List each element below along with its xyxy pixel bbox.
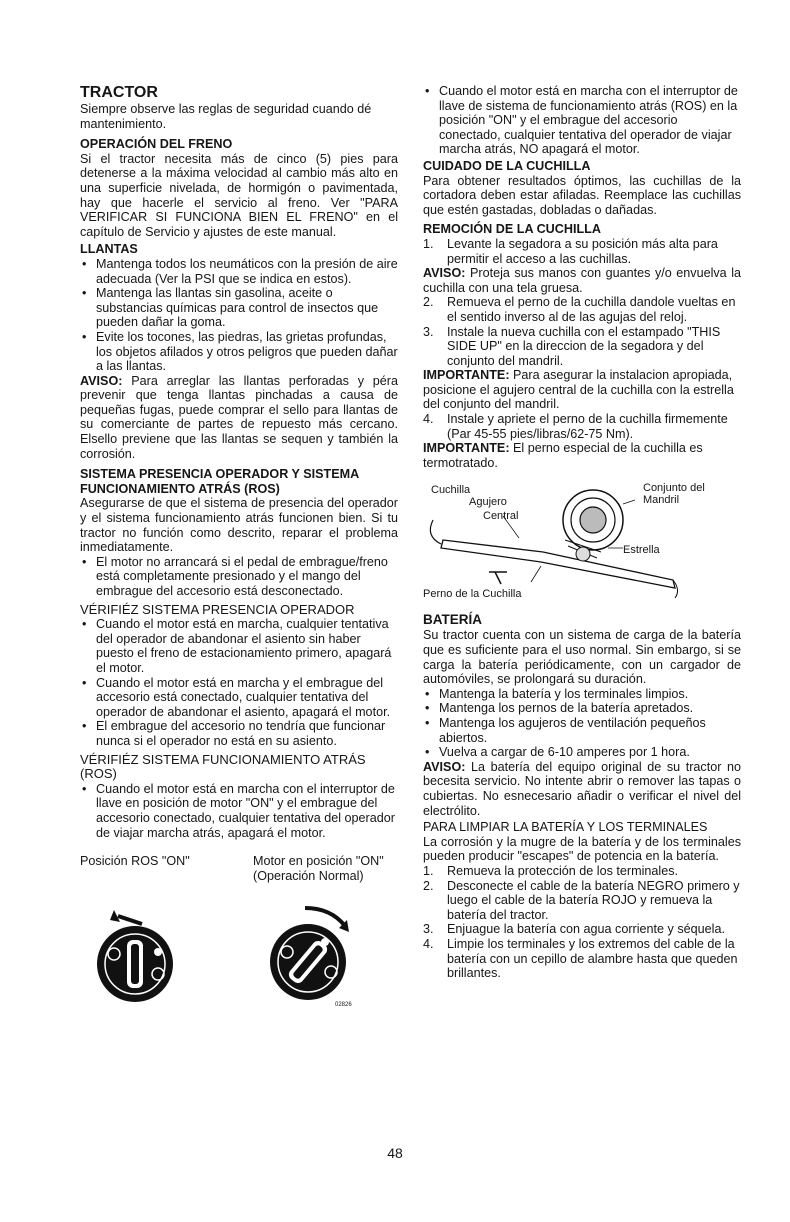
verif2-list: [80, 782, 398, 840]
list-item: • Cuando el motor está en marcha con el interruptor de llave de sistema de funcionamiento atrás (ROS) en la posición "ON" y el embrague del accesorio conectado, cualquier tentativa del operador de viajar marcha atrás, NO apagará el motor.: [423, 84, 741, 157]
limpiar-text: La corrosión y la mugre de la batería y de los terminales pueden producir "escapes" de potencia en la batería.: [423, 834, 741, 864]
list-item: • Mantenga la batería y los terminales limpios.: [423, 687, 741, 702]
heading-cuidado-cuchilla: CUIDADO DE LA CUCHILLA: [423, 158, 591, 173]
heading-bateria: BATERÍA: [423, 612, 482, 628]
label-conjunto: Conjunto del: [643, 482, 705, 495]
section-title-tractor: TRACTOR: [80, 84, 158, 101]
list-item: • Mantenga los pernos de la batería apretados.: [423, 701, 741, 716]
list-item: • El motor no arrancará si el pedal de embrague/freno está completamente presionado y el mango del embrague del accesorio está desconectado.: [80, 555, 398, 599]
aviso-text: Proteja sus manos con guantes y/o envuelva la cuchilla con una tela gruesa.: [423, 266, 741, 295]
label-agujero: Agujero: [469, 496, 507, 509]
list-item: • Evite los tocones, las piedras, las grietas profundas, los objetos afilados y otros peligros que pueden dañar a las llantas.: [80, 330, 398, 374]
label-central: Central: [483, 510, 519, 523]
label-cuchilla: Cuchilla: [431, 484, 471, 497]
remocion-steps-c: [423, 412, 741, 441]
label-mandril: Mandril: [643, 494, 680, 507]
list-item: • Mantenga los agujeros de ventilación pequeños abiertos.: [423, 716, 741, 745]
list-item: • El embrague del accesorio no tendría que funcionar nunca si el operador no está en su asiento.: [80, 719, 398, 748]
key-label-ros: Posición ROS "ON": [80, 854, 190, 869]
list-item: • Cuando el motor está en marcha, cualquier tentativa del operador de abandonar el asiento sin haber puesto el freno de estacionamiento primero, apagará el motor.: [80, 617, 398, 675]
heading-verifiez-presencia: VÉRIFIÉZ SISTEMA PRESENCIA OPERADOR: [80, 601, 355, 617]
page-number: 48: [387, 1145, 403, 1161]
heading-llantas: LLANTAS: [80, 242, 138, 257]
aviso-label: AVISO:: [423, 266, 466, 281]
list-item: 3. Enjuague la batería con agua corriente y séquela.: [423, 922, 725, 937]
list-item: 1. Levante la segadora a su posición más alta para permitir el acceso a las cuchillas.: [423, 236, 718, 266]
verif1-list: [80, 617, 398, 748]
ros-continued-list: [423, 84, 741, 157]
bateria-text: Su tractor cuenta con un sistema de carga de la batería que es suficiente para el uso normal. Sin embargo, si se carga la batería periódicamente, con un cargador de automóviles, se prolongará su duración.: [423, 628, 741, 687]
label-perno: Perno de la Cuchilla: [423, 588, 522, 601]
cuchilla-text: Para obtener resultados óptimos, las cuchillas de la cortadora deben estar afiladas. Reemplace las cuchillas que estén gastadas, dobladas o dañadas.: [423, 173, 741, 217]
label-estrella: Estrella: [623, 544, 660, 557]
heading-remocion-cuchilla: REMOCIÓN DE LA CUCHILLA: [423, 222, 601, 237]
remocion-steps-a: [423, 237, 741, 266]
right-column: [423, 84, 741, 981]
key-switch-figures: [80, 854, 398, 1013]
heading-verifiez-ros: VÉRIFIÉZ SISTEMA FUNCIONAMIENTO ATRÁS (ROS): [80, 751, 366, 782]
remocion-steps-b: [423, 295, 741, 368]
llantas-list: [80, 257, 398, 374]
aviso-text: Para arreglar las llantas perforadas y péra prevenir que tenga llantas pinchadas a causa de pequeñas fugas, puede comprar el sello para llantas de su comerciante de partes de repuesto más cercano. Elsello previene que las llantas se sequen y también la corrosión.: [80, 373, 398, 461]
key-switch-ros-icon: [80, 894, 200, 1004]
heading-operacion-freno: OPERACIÓN DEL FRENO: [80, 137, 233, 152]
key-figure-ros: [80, 854, 225, 1013]
importante-2: IMPORTANTE: El perno especial de la cuchilla es termotratado.: [423, 441, 703, 470]
key-figure-code: 02826: [335, 1002, 352, 1009]
aviso-bateria: AVISO: La batería del equipo original de su tractor no becesita servicio. No intente abrir o remover las tapas o cubiertas. No esnecesario añadir o verificar el nivel del electrólito.: [423, 759, 742, 818]
heading-limpiar-bateria: PARA LIMPIAR LA BATERÍA Y LOS TERMINALES: [423, 820, 708, 835]
list-item: 1. Remueva la protección de los terminales.: [423, 863, 678, 878]
list-item: • Cuando el motor está en marcha y el embrague del accesorio está conectado, cualquier tentativa del operador de abandonar el asiento, apagará el motor.: [80, 676, 398, 720]
importante-1: IMPORTANTE: Para asegurar la instalacion apropiada, posicione el agujero central de la cuchilla con la estrella del conjunto del mandril.: [423, 368, 734, 412]
list-item: • Cuando el motor está en marcha con el interruptor de llave en posición de motor "ON" y el embrague del accesorio conectado, cualquier tentativa del operador de viajar marcha atrás, apagará el motor.: [80, 782, 398, 840]
list-item: 3. Instale la nueva cuchilla con el estampado "THIS SIDE UP" en la direccion de la segadora y del conjunto del mandril.: [423, 324, 721, 368]
list-item: 4. Limpie los terminales y los extremos del cable de la batería con un cepillo de alambre hasta que queden brillantes.: [423, 936, 738, 981]
aviso-cuchilla: [423, 266, 741, 295]
list-item: • Mantenga las llantas sin gasolina, aceite o substancias químicas para control de insectos que pueden dañar la goma.: [80, 286, 398, 330]
list-item: 4. Instale y apriete el perno de la cuchilla firmemente (Par 45-55 pies/libras/62-75 Nm).: [423, 412, 728, 441]
key-switch-normal-icon: [253, 894, 373, 1004]
key-label-normal: Motor en posición "ON" (Operación Normal): [253, 854, 384, 884]
ros-list: [80, 555, 398, 599]
list-item: 2. Desconecte el cable de la batería NEGRO primero y luego el cable de la batería ROJO y remueva la batería del tractor.: [423, 878, 740, 922]
bateria-list: [423, 687, 741, 760]
list-item: • Vuelva a cargar de 6-10 amperes por 1 hora.: [423, 745, 741, 760]
freno-text: Si el tractor necesita más de cinco (5) pies para detenerse a la máxima velocidad al cambio más alto en una superficie nivelada, de hormigón o pavimentada, hay que hacerle el servicio al freno. Ver "PARA VERIFICAR SI FUNCIONA BIEN EL FRENO" en el capítulo de Servicio y ajustes de este manual.: [80, 151, 398, 239]
intro-text: Siempre observe las reglas de seguridad cuando dé mantenimiento.: [80, 102, 372, 131]
key-figure-normal: [253, 854, 398, 1013]
list-item: • Mantenga todos los neumáticos con la presión de aire adecuada (Ver la PSI que se indica en estos).: [80, 257, 398, 286]
limpiar-steps: [423, 864, 741, 981]
aviso-llantas: [80, 374, 398, 462]
heading-sistema-presencia: SISTEMA PRESENCIA OPERADOR Y SISTEMA FUNCIONAMIENTO ATRÁS (ROS): [80, 467, 359, 496]
aviso-label: AVISO:: [80, 373, 123, 388]
list-item: 2. Remueva el perno de la cuchilla dandole vueltas en el sentido inverso al de las agujas del reloj.: [423, 295, 736, 324]
ros-text: Asegurarse de que el sistema de presencia del operador y el sistema funcionamiento atrás funcionen bien. Si tu tractor no función como descrito, reparar el problema inmediatamente.: [80, 496, 398, 555]
blade-diagram: [423, 480, 741, 606]
left-column: [80, 84, 398, 1013]
